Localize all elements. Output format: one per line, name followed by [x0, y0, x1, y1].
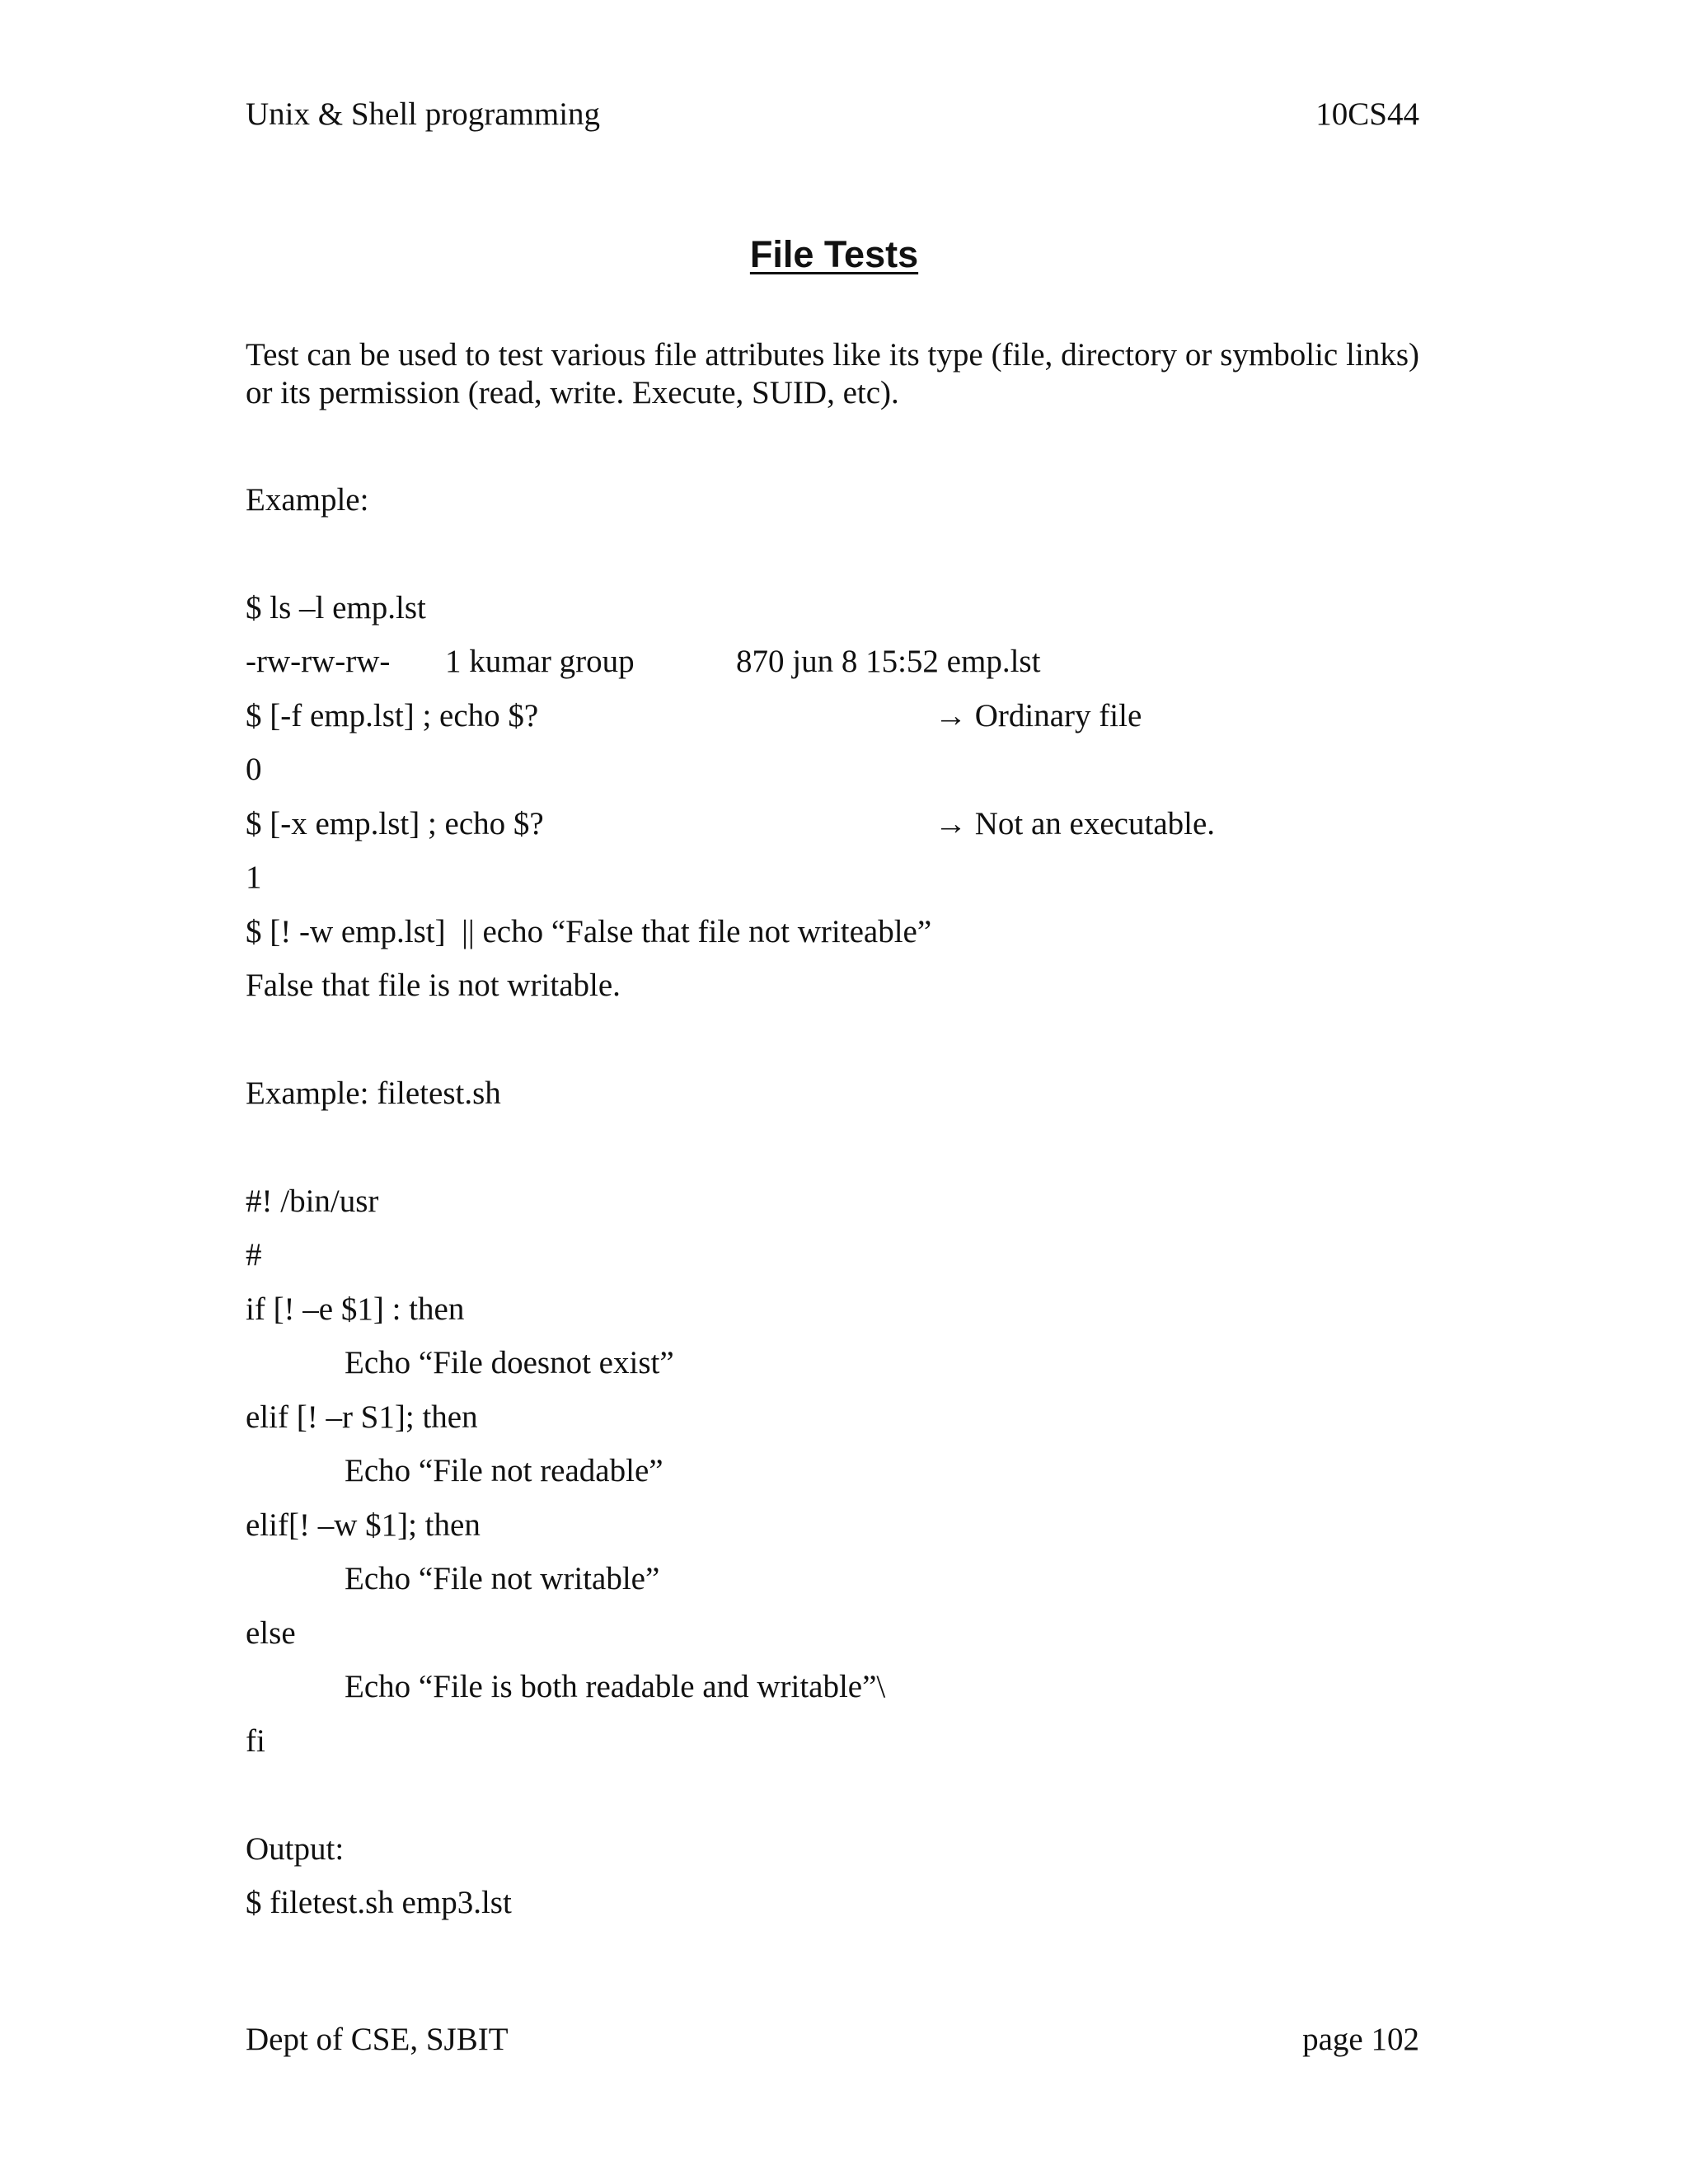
header-course-code: 10CS44	[1315, 96, 1419, 132]
script-line: Echo “File doesnot exist”	[345, 1345, 674, 1380]
script-line: Echo “File not writable”	[345, 1561, 660, 1596]
output-label: Output:	[246, 1831, 345, 1867]
footer-department: Dept of CSE, SJBIT	[246, 2022, 509, 2057]
output-command: $ filetest.sh emp3.lst	[246, 1885, 512, 1920]
script-line: if [! –e $1] : then	[246, 1291, 465, 1327]
code-line-test-x: $ [-x emp.lst] ; echo $?	[246, 806, 544, 841]
code-line-test-f: $ [-f emp.lst] ; echo $?	[246, 698, 539, 733]
script-line: fi	[246, 1723, 265, 1759]
footer-page-number: page 102	[1302, 2022, 1419, 2057]
script-line: elif [! –r S1]; then	[246, 1399, 478, 1435]
test-w-output: False that file is not writable.	[246, 968, 621, 1003]
ls-output-owner: 1 kumar group	[445, 644, 635, 679]
page-title: File Tests	[749, 233, 919, 275]
script-line: Echo “File is both readable and writable”\	[345, 1669, 886, 1704]
script-line: #	[246, 1237, 262, 1272]
script-line: #! /bin/usr	[246, 1183, 379, 1219]
script-line: else	[246, 1615, 296, 1651]
result-zero: 0	[246, 752, 262, 787]
note-ordinary-file: → Ordinary file	[935, 698, 1142, 733]
script-line: elif[! –w $1]; then	[246, 1507, 481, 1543]
header-course-title: Unix & Shell programming	[246, 96, 601, 132]
code-line-ls: $ ls –l emp.lst	[246, 590, 426, 626]
ls-output-perms: -rw-rw-rw-	[246, 644, 391, 679]
example-filetest-label: Example: filetest.sh	[246, 1076, 501, 1111]
intro-paragraph: Test can be used to test various file attributes like its type (file, directory or symbolic links) or its permission (read, write. Execute, SUID, etc).	[246, 337, 1419, 410]
ls-output-details: 870 jun 8 15:52 emp.lst	[736, 644, 1041, 679]
note-not-executable: → Not an executable.	[935, 806, 1216, 841]
result-one: 1	[246, 860, 262, 895]
code-line-test-w: $ [! -w emp.lst] || echo “False that file not writeable”	[246, 914, 932, 949]
script-line: Echo “File not readable”	[345, 1453, 663, 1488]
example-label: Example:	[246, 482, 369, 518]
